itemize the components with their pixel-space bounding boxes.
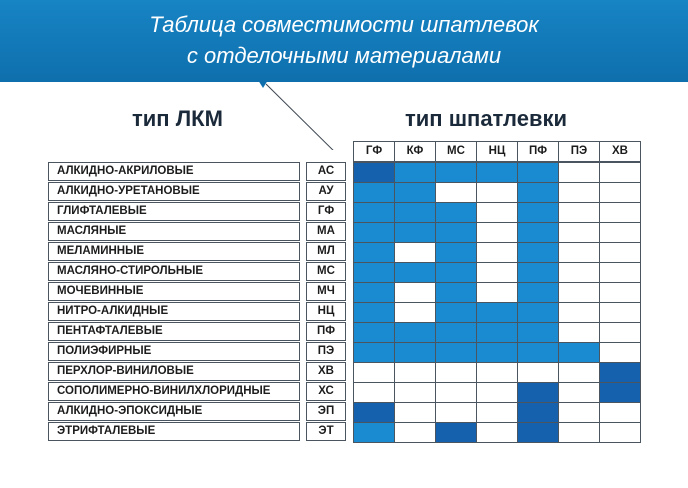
putty-type-column-header: МС [435, 141, 477, 162]
paint-type-code: ЭТ [306, 422, 346, 441]
compatible-cell [353, 202, 395, 223]
incompatible-cell [558, 302, 600, 323]
compatible-cell [517, 382, 559, 403]
compatible-cell [435, 262, 477, 283]
compatible-cell [599, 382, 641, 403]
incompatible-cell [476, 422, 518, 443]
paint-type-header: тип ЛКМ [132, 106, 223, 131]
putty-type-header: тип шпатлевки [405, 106, 568, 131]
incompatible-cell [599, 342, 641, 363]
compatible-cell [353, 402, 395, 423]
putty-type-column-header: ПЭ [558, 141, 600, 162]
compatible-cell [353, 322, 395, 343]
incompatible-cell [476, 362, 518, 383]
paint-type-code: НЦ [306, 302, 346, 321]
incompatible-cell [435, 182, 477, 203]
putty-type-column-header: КФ [394, 141, 436, 162]
incompatible-cell [394, 382, 436, 403]
incompatible-cell [476, 382, 518, 403]
incompatible-cell [476, 182, 518, 203]
incompatible-cell [476, 222, 518, 243]
compatible-cell [435, 282, 477, 303]
compatible-cell [394, 202, 436, 223]
compatible-cell [435, 222, 477, 243]
compatible-cell [394, 262, 436, 283]
incompatible-cell [558, 402, 600, 423]
incompatible-cell [558, 182, 600, 203]
compatible-cell [394, 322, 436, 343]
compatible-cell [517, 282, 559, 303]
paint-type-name: ПЕРХЛОР-ВИНИЛОВЫЕ [48, 362, 300, 381]
compatible-cell [517, 162, 559, 183]
compatible-cell [353, 162, 395, 183]
compatible-cell [476, 322, 518, 343]
paint-type-name: НИТРО-АЛКИДНЫЕ [48, 302, 300, 321]
paint-type-name: МАСЛЯНО-СТИРОЛЬНЫЕ [48, 262, 300, 281]
paint-type-name: СОПОЛИМЕРНО-ВИНИЛХЛОРИДНЫЕ [48, 382, 300, 401]
paint-type-code: АУ [306, 182, 346, 201]
paint-type-code: МА [306, 222, 346, 241]
compatible-cell [435, 422, 477, 443]
paint-type-name: ГЛИФТАЛЕВЫЕ [48, 202, 300, 221]
compatible-cell [353, 222, 395, 243]
banner-pointer [0, 0, 688, 150]
compatible-cell [517, 322, 559, 343]
paint-code-column [306, 162, 346, 442]
incompatible-cell [599, 242, 641, 263]
incompatible-cell [558, 242, 600, 263]
incompatible-cell [353, 382, 395, 403]
paint-type-name: МОЧЕВИННЫЕ [48, 282, 300, 301]
paint-type-code: ЭП [306, 402, 346, 421]
paint-name-column [48, 162, 300, 442]
incompatible-cell [558, 262, 600, 283]
paint-type-code: ХС [306, 382, 346, 401]
paint-type-code: МС [306, 262, 346, 281]
compatible-cell [353, 342, 395, 363]
paint-type-code: ХВ [306, 362, 346, 381]
incompatible-cell [599, 282, 641, 303]
compatible-cell [476, 342, 518, 363]
compatible-cell [394, 182, 436, 203]
incompatible-cell [558, 422, 600, 443]
incompatible-cell [353, 362, 395, 383]
incompatible-cell [394, 362, 436, 383]
compatible-cell [394, 162, 436, 183]
compatible-cell [476, 162, 518, 183]
incompatible-cell [394, 302, 436, 323]
paint-type-name: ПОЛИЭФИРНЫЕ [48, 342, 300, 361]
paint-type-code: МЧ [306, 282, 346, 301]
compatible-cell [435, 302, 477, 323]
compatible-cell [394, 222, 436, 243]
incompatible-cell [476, 262, 518, 283]
compatible-cell [517, 262, 559, 283]
paint-type-name: АЛКИДНО-ЭПОКСИДНЫЕ [48, 402, 300, 421]
putty-type-column-header: ПФ [517, 141, 559, 162]
incompatible-cell [558, 362, 600, 383]
compatible-cell [353, 422, 395, 443]
incompatible-cell [476, 282, 518, 303]
compatible-cell [517, 342, 559, 363]
incompatible-cell [599, 302, 641, 323]
compatible-cell [517, 422, 559, 443]
incompatible-cell [558, 322, 600, 343]
incompatible-cell [476, 202, 518, 223]
incompatible-cell [476, 242, 518, 263]
incompatible-cell [435, 362, 477, 383]
incompatible-cell [599, 262, 641, 283]
compatible-cell [353, 262, 395, 283]
compatible-cell [517, 242, 559, 263]
paint-type-code: ПЭ [306, 342, 346, 361]
compatible-cell [517, 302, 559, 323]
incompatible-cell [599, 182, 641, 203]
incompatible-cell [599, 402, 641, 423]
title-line-1: Таблица совместимости шпатлевок [149, 12, 539, 37]
incompatible-cell [599, 322, 641, 343]
incompatible-cell [558, 222, 600, 243]
compatible-cell [353, 182, 395, 203]
incompatible-cell [558, 202, 600, 223]
incompatible-cell [394, 242, 436, 263]
incompatible-cell [558, 282, 600, 303]
title-line-2: с отделочными материалами [186, 43, 502, 68]
incompatible-cell [599, 162, 641, 183]
diagonal-divider [266, 84, 345, 150]
paint-type-name: ЭТРИФТАЛЕВЫЕ [48, 422, 300, 441]
compatible-cell [517, 222, 559, 243]
compatible-cell [353, 282, 395, 303]
incompatible-cell [435, 382, 477, 403]
incompatible-cell [394, 402, 436, 423]
paint-type-code: ПФ [306, 322, 346, 341]
incompatible-cell [394, 282, 436, 303]
compatible-cell [517, 182, 559, 203]
paint-type-name: АЛКИДНО-УРЕТАНОВЫЕ [48, 182, 300, 201]
compatible-cell [435, 162, 477, 183]
incompatible-cell [558, 382, 600, 403]
putty-type-column-header: ХВ [599, 141, 641, 162]
compatible-cell [435, 342, 477, 363]
incompatible-cell [599, 202, 641, 223]
compatible-cell [435, 242, 477, 263]
paint-type-name: МЕЛАМИННЫЕ [48, 242, 300, 261]
incompatible-cell [476, 402, 518, 423]
compatible-cell [353, 242, 395, 263]
compatible-cell [517, 402, 559, 423]
compatible-cell [476, 302, 518, 323]
compatible-cell [517, 202, 559, 223]
compatible-cell [558, 342, 600, 363]
compatible-cell [435, 322, 477, 343]
incompatible-cell [394, 422, 436, 443]
paint-type-name: АЛКИДНО-АКРИЛОВЫЕ [48, 162, 300, 181]
paint-type-name: ПЕНТАФТАЛЕВЫЕ [48, 322, 300, 341]
paint-type-code: ГФ [306, 202, 346, 221]
paint-type-code: МЛ [306, 242, 346, 261]
paint-type-code: АС [306, 162, 346, 181]
incompatible-cell [558, 162, 600, 183]
paint-type-name: МАСЛЯНЫЕ [48, 222, 300, 241]
incompatible-cell [517, 362, 559, 383]
compatible-cell [599, 362, 641, 383]
compatible-cell [394, 342, 436, 363]
compatible-cell [435, 202, 477, 223]
incompatible-cell [599, 422, 641, 443]
incompatible-cell [435, 402, 477, 423]
putty-type-column-header: ГФ [353, 141, 395, 162]
putty-type-column-header: НЦ [476, 141, 518, 162]
compatible-cell [353, 302, 395, 323]
incompatible-cell [599, 222, 641, 243]
